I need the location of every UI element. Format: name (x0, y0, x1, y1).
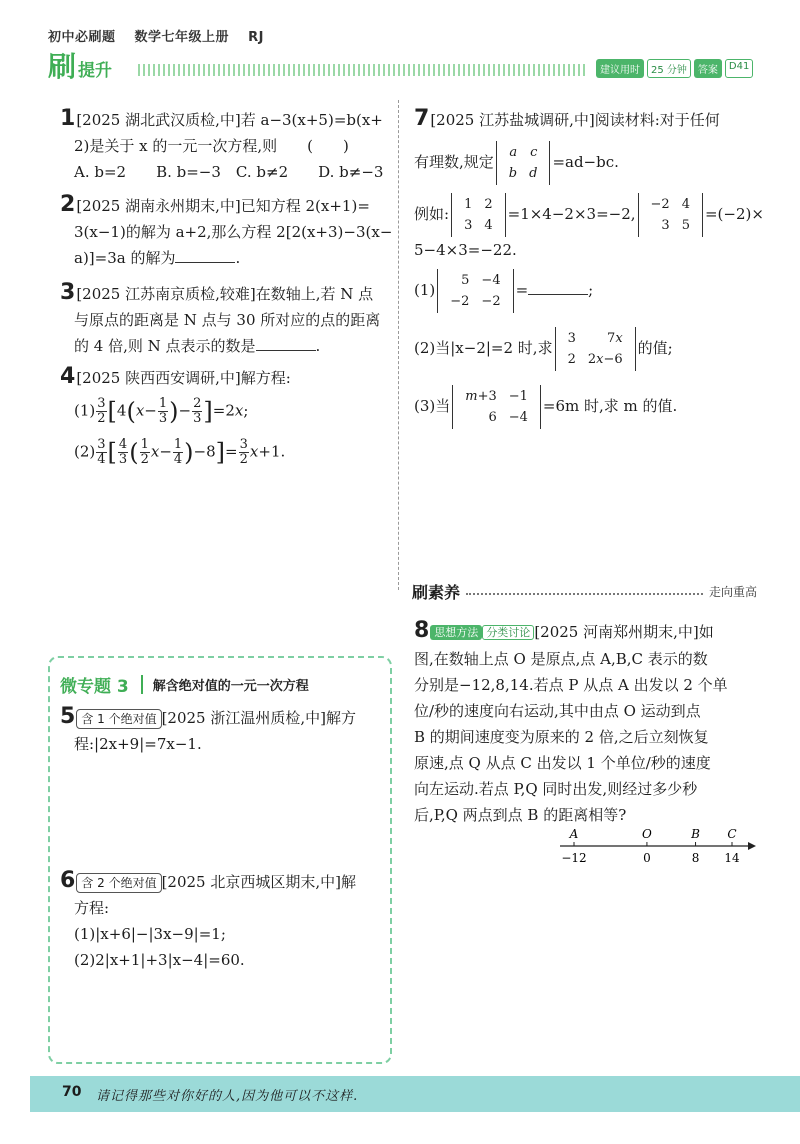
special-topic-title: 微专题 3 解含绝对值的一元一次方程 (60, 677, 309, 697)
q6-line1: [2025 北京西城区期末,中]解 (161, 873, 356, 891)
question-1 (60, 106, 383, 185)
q7-part3-det: m+3 −1 6 −4 (452, 385, 541, 429)
question-7: 7[2025 江苏盐城调研,中]阅读材料:对于任何 有理数,规定a c b d=ad−bc. 例如:1 2 3 4=1×4−2×3=−2,−2 4 3 5=(−2)× 5−4×3=−22. (1)5 −4 −2 −2= ; (2)当|x−2|=2 时,求3 7x 2 2x−6的值; (3)当m+3 −1 6 −4=6m 时,求 m 的值. (414, 106, 764, 429)
q7-example-det2: −2 4 3 5 (638, 193, 703, 237)
q5-line1: [2025 浙江温州质检,中]解方 (161, 709, 356, 727)
point-label-B: B (691, 827, 700, 841)
q4-part2: (2) $\frac{3}{4}$ [ $\frac{4}{3}$ ( $\frac{1}{2}$ x− $\frac{1}{4}$ )−8]= $\frac{3}{2}$ x+1. (74, 437, 286, 467)
q2-number: 2 (60, 192, 76, 217)
book-subject: 数学七年级上册 (134, 30, 230, 45)
q3-answer-blank[interactable] (256, 339, 316, 351)
q7-answer-blank[interactable] (528, 283, 588, 295)
q1-options: A. b=2 B. b=−3 C. b≠2 D. b≠−3 (74, 163, 384, 181)
question-2: 2[2025 湖南永州期末,中]已知方程 2(x+1)= 3(x−1)的解为 a+2,那么方程 2[2(x+3)−3(x− a)]=3a 的解为 . (60, 192, 393, 267)
footer-quote: 请记得那些对你好的人,因为他可以不这样. (96, 1089, 359, 1104)
q7-example-det1: 1 2 3 4 (451, 193, 506, 237)
point-label-A: A (569, 827, 579, 841)
point-value-B: 8 (691, 851, 700, 865)
q8-tag-category: 分类讨论 (482, 625, 534, 640)
q6-part1: (1)|x+6|−|3x−9|=1; (74, 925, 226, 943)
q5-line2: 程:|2x+9|=7x−1. (74, 735, 202, 753)
q6-line2: 方程: (74, 899, 110, 917)
q6-number: 6 (60, 868, 76, 893)
q2-answer-blank[interactable] (175, 251, 235, 263)
book-edition: RJ (248, 30, 264, 45)
q5-number: 5 (60, 704, 76, 729)
literacy-section-header (412, 580, 757, 602)
q8-number: 8 (414, 618, 430, 643)
brush-logo: 刷 (48, 50, 77, 83)
header-stripe (138, 64, 588, 76)
q3-number: 3 (60, 280, 76, 305)
q7-line1: [2025 江苏盐城调研,中]阅读材料:对于任何 (430, 111, 720, 129)
q8-line5: B 的期间速度变为原来的 2 倍,之后立刻恢复 (414, 728, 709, 746)
q3-line1: [2025 江苏南京质检,较难]在数轴上,若 N 点 (76, 285, 374, 303)
answer-page: D41 (725, 59, 753, 78)
q7-part2-det: 3 7x 2 2x−6 (555, 327, 636, 371)
q8-tag-method: 思想方法 (430, 625, 482, 640)
q8-line1: [2025 河南郑州期末,中]如 (534, 623, 714, 641)
time-info (596, 59, 753, 78)
point-value-O: 0 (643, 851, 651, 865)
literacy-title: 刷素养 (412, 582, 461, 602)
point-label-O: O (642, 827, 652, 841)
q1-number: 1 (60, 106, 76, 131)
q4-part1: (1) $\frac{3}{2}$ [4(x− $\frac{1}{3}$ )− $\frac{2}{3}$ ]=2x; (74, 396, 249, 426)
time-label: 建议用时 (596, 59, 644, 78)
q4-line1: [2025 陕西西安调研,中]解方程: (76, 369, 291, 387)
q4-number: 4 (60, 364, 76, 389)
q3-line2: 与原点的距离是 N 点与 30 所对应的点的距离 (74, 311, 381, 329)
question-8 (414, 618, 728, 828)
q8-line8: 后,P,Q 两点到点 B 的距离相等? (414, 806, 627, 824)
q7-number: 7 (414, 106, 430, 131)
q3-line3: 的 4 倍,则 N 点表示的数是 (74, 337, 256, 355)
number-line-arrow (748, 842, 756, 850)
q6-chip: 含 2 个绝对值 (76, 873, 161, 893)
q5-chip: 含 1 个绝对值 (76, 709, 161, 729)
q8-line6: 原速,点 Q 从点 C 出发以 1 个单位/秒的速度 (414, 754, 711, 772)
q8-line7: 向左运动.若点 P,Q 同时出发,则经过多少秒 (414, 780, 698, 798)
q8-line3: 分别是−12,8,14.若点 P 从点 A 出发以 2 个单 (414, 676, 728, 694)
question-5 (60, 704, 356, 757)
q2-line2: 3(x−1)的解为 a+2,那么方程 2[2(x+3)−3(x− (74, 223, 393, 241)
q6-part2: (2)2|x+1|+3|x−4|=60. (74, 951, 245, 969)
q1-line2: 2)是关于 x 的一元一次方程,则 ( ) (74, 137, 349, 155)
q7-part1-det: 5 −4 −2 −2 (437, 269, 513, 313)
answer-label: 答案 (694, 59, 722, 78)
q8-line2: 图,在数轴上点 O 是原点,点 A,B,C 表示的数 (414, 650, 708, 668)
time-value: 25 分钟 (647, 59, 691, 78)
q8-line4: 位/秒的速度向右运动,其中由点 O 运动到点 (414, 702, 701, 720)
point-value-A: −12 (561, 851, 587, 865)
number-line (560, 826, 760, 866)
q1-line1: [2025 湖北武汉质检,中]若 a−3(x+5)=b(x+ (76, 111, 383, 129)
literacy-right: 走向重高 (708, 584, 757, 599)
column-divider (398, 100, 399, 590)
q7-line4: 5−4×3=−22. (414, 241, 517, 259)
q2-line3: a)]=3a 的解为 (74, 249, 176, 267)
page-number: 70 (62, 1084, 82, 1100)
book-title: 初中必刷题 (48, 30, 116, 45)
point-value-C: 14 (724, 851, 740, 865)
q2-line1: [2025 湖南永州期末,中]已知方程 2(x+1)= (76, 197, 370, 215)
question-6 (60, 868, 356, 973)
q7-def-det: a c b d (496, 141, 551, 185)
section-name: 提升 (78, 61, 113, 81)
question-3: 3[2025 江苏南京质检,较难]在数轴上,若 N 点 与原点的距离是 N 点与 30 所对应的点的距离 的 4 倍,则 N 点表示的数是 . (60, 280, 381, 355)
question-4 (60, 364, 291, 467)
point-label-C: C (727, 827, 737, 841)
book-header (48, 26, 278, 45)
section-logo (48, 48, 112, 82)
